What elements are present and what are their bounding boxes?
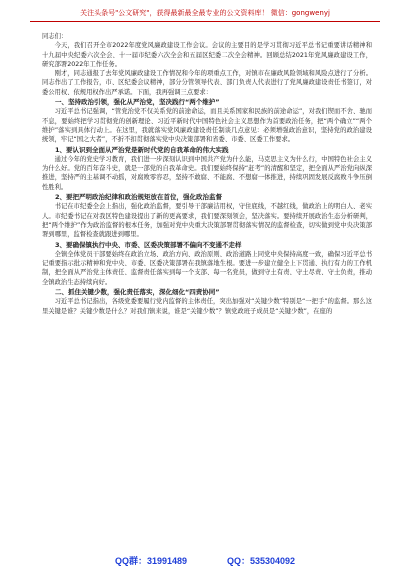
section-heading: 2、要把严明政治纪律和政治规矩放在首位，强化政治监督: [55, 193, 223, 202]
paragraph: 刚才，同志通报了去年党风廉政建设工作情况和今年的项重点工作，对镇市在廉政风险领域和风险点进行了分析。同志作出了工作报告，市、区纪委会议精神，部分分管领导代表、部门负责人代表进行了党风廉政建设责任书签订，对委公用权、依规用权作出严承诺。下面，我再强调三点要求：: [42, 70, 372, 96]
qq-contact-link[interactable]: QQ：535304092: [226, 556, 296, 566]
paragraph: 习近平总书记强调，“管党治党不仅关系党的前途命运，而且关系国家和民族的前途命运”，对我们锲而不舍、驰而不息，要始终把学习贯彻党的创新理论、习近平新时代中国特色社会主义思想作为首要政治任务，把“两个确立”“两个维护”落实到具体行动上。在这里，我就落实党风廉政建设责任制谈几点意见：必须增强政治意识，坚持党的政治建设统领，牢记“国之大者”，不折不扣贯彻落实党中央决策部署和省委、市委、区委工作要求。: [42, 108, 372, 144]
header-banner: 关注头条号"公文研究"，获得最新最全最专业的公文资料库！ 微信：gongwenyj: [30, 8, 380, 22]
section-heading: 3、要确保镇执行中央、市委、区委决策部署不偏向不变通不走样: [55, 240, 242, 249]
paragraph: 书记在市纪委全会上指出，强化政治监督，要引导干部廉洁用权，守住底线，不越红线，做政治上的明白人、老实人。市纪委书记在对我区特色建设提出了新的更高要求，我们要深刻领会，坚决落实。要持续开展政治生态分析研判，把“两个维护”作为政治监督的根本任务，加强对党中央重大决策部署贯彻落实情况的监督检查，切实做到党中央决策部署到哪里，监督检查就跟进到哪里。: [42, 203, 372, 239]
qq-group-link[interactable]: QQ群：31991489: [114, 556, 187, 566]
salutation: 同志们：: [42, 33, 68, 40]
paragraph: 通过今年的党史学习教育，我们进一步深刻认识到中国共产党为什么能，马克思主义为什么行，中国特色社会主义为什么好。党的百年奋斗史，就是一部党的自我革命史。我们要始终保持“赶考”的清醒和坚定，把全面从严治党向纵深推进，坚持严的主基调不动摇，对腐败零容忍，坚持不敢腐、不能腐、不想腐一体推进，持续巩固发展反腐败斗争压倒性胜利。: [42, 155, 372, 191]
paragraph: 今天，我们召开全市2022年度党风廉政建设工作会议。会议的主要目的是学习贯彻习近平总书记重要讲话精神和十九届中央纪委六次全会、十一届市纪委六次全会和五届区纪委二次全会精神。回顾总结2021年党风廉政建设工作，研究部署2022年工作任务。: [42, 42, 372, 68]
section-heading: 1、要认识到全面从严治党是新时代党的自我革命的伟大实践: [55, 145, 229, 154]
section-heading: 二、抓住关键少数，强化责任落实，深化细化“四责协同”: [55, 288, 220, 297]
section-heading: 一、坚持政治引领，强化从严治党，坚决践行“两个维护”: [55, 98, 220, 107]
document-body: [42, 32, 372, 316]
footer-contacts: [30, 554, 380, 567]
paragraph: 全镇全体党员干部要始终在政治立场、政治方向、政治原则、政治道路上同党中央保持高度一致，确保习近平总书记重要指示批示精神和党中央、市委、区委决策部署在我镇落地生根。要进一步建立健全上下贯通、执行有力的工作机制，把全面从严治党主体责任、监督责任落实到每一个支部、每一名党员，做到守土有责、守土尽责、守土负责，推动全镇政治生态持续向好。: [42, 250, 372, 286]
paragraph: 习近平总书记指出，各级党委要履行党内监督的主体责任，突出加强对“关键少数”特别是“一把手”的监督。那么这里关键是谁？关键少数是什么？对我们镇来说，谁是“关键少数”？镇党政班子成员是“关键少数”，在座的: [42, 298, 372, 315]
